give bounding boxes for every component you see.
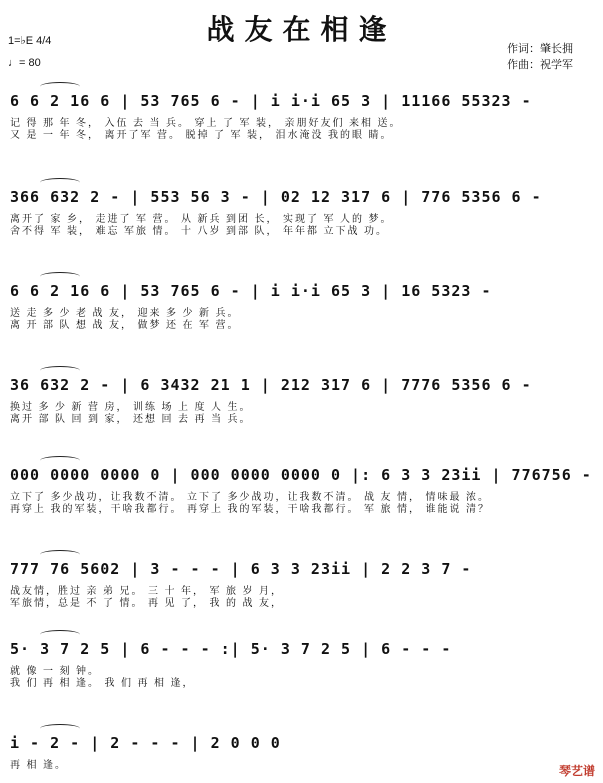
lyric-line-1: 换过 多 少 新 营 房， 训练 场 上 度 人 生。 bbox=[10, 402, 252, 413]
lyric-line-2: 离开 部 队 回 到 家， 还想 回 去 再 当 兵。 bbox=[10, 414, 252, 425]
notes-line: i - 2 - | 2 - - - | 2 0 0 0 bbox=[10, 734, 281, 752]
lyric-line-1: 战友情，胜过 亲 弟 兄。 三 十 年， 军 旅 岁 月， bbox=[10, 586, 283, 597]
tempo-marking: ♩= 80 bbox=[8, 57, 41, 69]
lyricist-credit: 作词：肇长拥 bbox=[507, 43, 573, 55]
slur bbox=[40, 456, 80, 465]
lyric-line-1: 再 相 逢。 bbox=[10, 760, 67, 771]
key-signature: 1=♭E 4/4 bbox=[8, 35, 52, 47]
notes-line: 000 0000 0000 0 | 000 0000 0000 0 |: 6 3 3 23ii | 776756 - bbox=[10, 466, 592, 484]
composer-credit: 作曲：祝学军 bbox=[507, 59, 573, 71]
slur bbox=[40, 178, 80, 187]
lyric-line-2: 舍不得 军 装， 难忘 军旅 情。 十 八岁 到部 队， 年年都 立下战 功。 bbox=[10, 226, 388, 237]
lyric-line-1: 送 走 多 少 老 战 友， 迎来 多 少 新 兵。 bbox=[10, 308, 240, 319]
lyric-line-2: 离 开 部 队 想 战 友， 做梦 还 在 军 营。 bbox=[10, 320, 240, 331]
song-title: 战友在相逢 bbox=[206, 15, 397, 46]
notes-line: 5· 3 7 2 5 | 6 - - - :| 5· 3 7 2 5 | 6 - - - bbox=[10, 640, 452, 658]
lyric-line-2: 又 是 一 年 冬， 离开了军 营。 脱掉 了 军 装， 泪水淹没 我的眼 睛。 bbox=[10, 130, 393, 141]
notes-line: 6 6 2 16 6 | 53 765 6 - | i i·i 65 3 | 11166 55323 - bbox=[10, 92, 532, 110]
slur bbox=[40, 272, 80, 281]
notes-line: 366 632 2 - | 553 56 3 - | 02 12 317 6 | 776 5356 6 - bbox=[10, 188, 542, 206]
lyric-line-1: 记 得 那 年 冬， 入伍 去 当 兵。 穿上 了 军 装， 亲朋好友们 来相 送。 bbox=[10, 118, 402, 129]
slur bbox=[40, 366, 80, 375]
slur bbox=[40, 82, 80, 91]
lyric-line-2: 军旅情，总是 不 了 情。 再 见 了， 我 的 战 友， bbox=[10, 598, 283, 609]
notes-line: 36 632 2 - | 6 3432 21 1 | 212 317 6 | 7776 5356 6 - bbox=[10, 376, 532, 394]
lyric-line-2: 我 们 再 相 逢。 我 们 再 相 逢， bbox=[10, 678, 195, 689]
lyric-line-1: 离开了 家 乡， 走进了 军 营。 从 新兵 到团 长， 实现了 军 人的 梦。 bbox=[10, 214, 393, 225]
slur bbox=[40, 724, 80, 733]
lyric-line-1: 就 像 一 刻 钟。 bbox=[10, 666, 100, 677]
notes-line: 777 76 5602 | 3 - - - | 6 3 3 23ii | 2 2 3 7 - bbox=[10, 560, 472, 578]
lyric-line-1: 立下了 多少战功，让我数不清。 立下了 多少战功，让我数不清。 战 友 情， 情味最 浓。 bbox=[10, 492, 490, 503]
slur bbox=[40, 550, 80, 559]
notes-line: 6 6 2 16 6 | 53 765 6 - | i i·i 65 3 | 16 5323 - bbox=[10, 282, 492, 300]
lyric-line-2: 再穿上 我的军装，干啥我都行。 再穿上 我的军装，干啥我都行。 军 旅 情， 谁能说 清？ bbox=[10, 504, 490, 515]
slur bbox=[40, 630, 80, 639]
site-logo: 琴艺谱 bbox=[558, 764, 595, 778]
